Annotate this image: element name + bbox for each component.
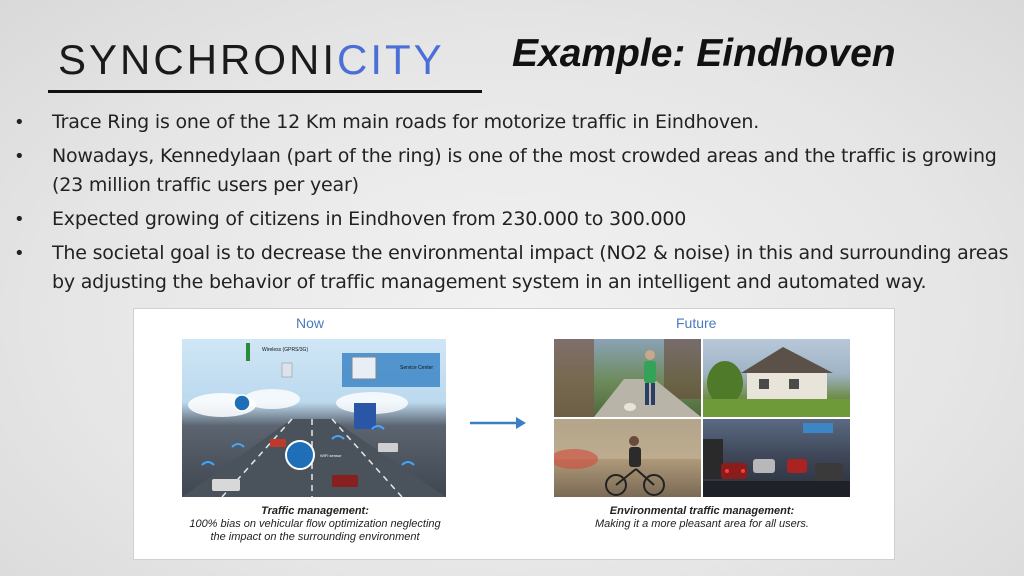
bullet-dot-icon: • bbox=[14, 243, 25, 264]
bullet-text: Trace Ring is one of the 12 Km main roads for motorize traffic in Eindhoven. bbox=[52, 111, 760, 133]
arrow-right-icon bbox=[468, 413, 528, 433]
bullet-dot-icon: • bbox=[14, 209, 25, 230]
future-caption bbox=[574, 505, 830, 531]
future-label: Future bbox=[676, 315, 717, 331]
future-caption-body: Making it a more pleasant area for all users. bbox=[595, 518, 809, 530]
synchronicity-logo bbox=[58, 38, 445, 82]
logo-underline bbox=[48, 90, 482, 93]
now-label: Now bbox=[296, 315, 325, 331]
now-caption bbox=[184, 505, 446, 544]
bullet-text: Expected growing of citizens in Eindhoven from 230.000 to 300.000 bbox=[52, 208, 687, 230]
now-future-figure bbox=[133, 308, 895, 560]
bullet-text: The societal goal is to decrease the environmental impact (NO2 & noise) in this and surrounding areas by adjusting the behavior of traffic management system in an intelligent and automated way. bbox=[52, 242, 1009, 293]
logo-text-accent: CITY bbox=[337, 36, 445, 83]
future-photo-grid bbox=[554, 339, 850, 497]
service-center-text: Service Center bbox=[400, 365, 434, 371]
wireless-text: Wireless (GPRS/3G) bbox=[262, 347, 309, 353]
sensor-text: WIFI sensor bbox=[320, 453, 342, 458]
bullet-item bbox=[0, 205, 1024, 234]
bullet-dot-icon: • bbox=[14, 112, 25, 133]
now-caption-body: 100% bias on vehicular flow optimization neglecting the impact on the surrounding environment bbox=[189, 518, 441, 543]
slide-title: Example: Eindhoven bbox=[512, 32, 896, 75]
now-traffic-diagram bbox=[182, 339, 446, 497]
future-photo-cyclist bbox=[554, 419, 701, 497]
future-photo-pedestrian bbox=[554, 339, 701, 417]
bullet-dot-icon: • bbox=[14, 146, 25, 167]
future-caption-title: Environmental traffic management: bbox=[609, 505, 795, 517]
logo-text-dark: SYNCHRONI bbox=[58, 36, 338, 83]
bullet-item bbox=[0, 239, 1024, 297]
bullet-list bbox=[0, 108, 1024, 302]
traffic-network-illustration bbox=[182, 339, 446, 497]
bullet-item bbox=[0, 142, 1024, 200]
bullet-item bbox=[0, 108, 1024, 137]
future-photo-traffic bbox=[703, 419, 850, 497]
future-photo-house bbox=[703, 339, 850, 417]
bullet-text: Nowadays, Kennedylaan (part of the ring) is one of the most crowded areas and the traffic is growing (23 million traffic users per year) bbox=[52, 145, 997, 196]
now-caption-title: Traffic management: bbox=[261, 505, 369, 517]
